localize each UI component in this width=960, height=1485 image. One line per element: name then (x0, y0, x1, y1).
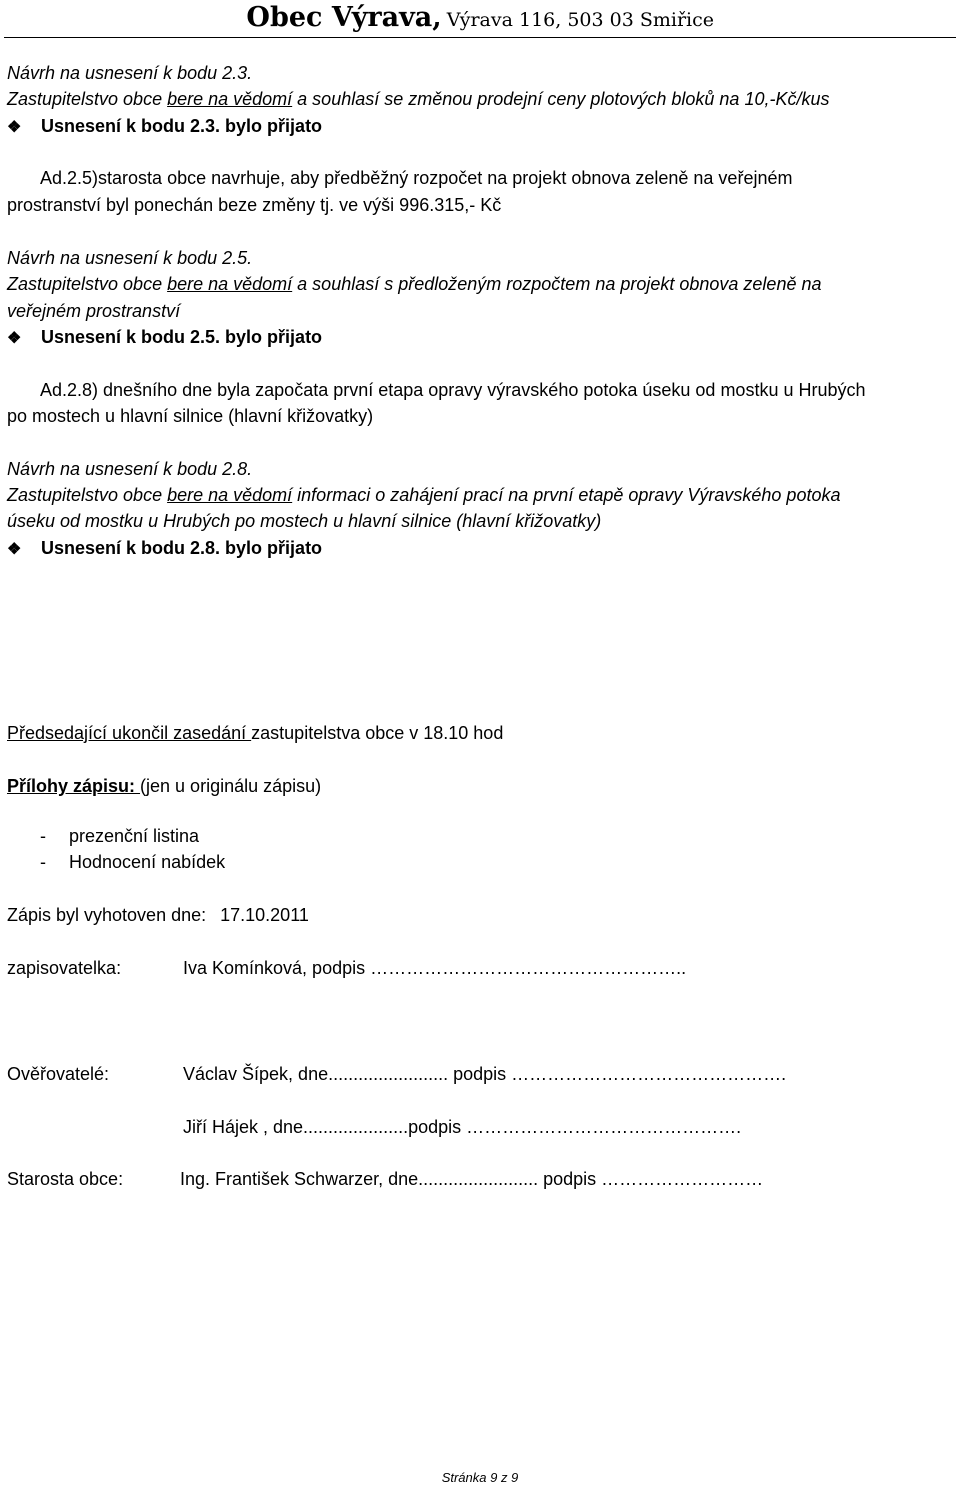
municipality-name: Obec Výrava, (246, 2, 442, 33)
usneseni-2-3 (7, 115, 322, 139)
overovatele-label: Ověřovatelé: (7, 1064, 110, 1084)
navrh-2-5: Návrh na usnesení k bodu 2.5. (7, 248, 253, 268)
zapisovatelka-label: zapisovatelka: (7, 958, 122, 978)
usneseni-2-8 (7, 537, 322, 561)
attachment-item: - prezenční listina (40, 826, 200, 846)
usneseni-2-3-text: Usnesení k bodu 2.3. bylo přijato (41, 116, 323, 136)
diamond-bullet-icon: ❖ (7, 119, 22, 136)
drafted-value: 17.10.2011 (220, 905, 309, 925)
resolution-2-3-a: Zastupitelstvo obce (7, 89, 168, 109)
attachment-item-text: prezenční listina (69, 826, 200, 846)
usneseni-2-5 (7, 326, 322, 350)
zapisovatelka-value: Iva Komínková, podpis …………………………………………….. (183, 958, 687, 978)
resolution-2-8-cont: úseku od mostku u Hrubých po mostech u hlavní silnice (hlavní křižovatky) (7, 511, 602, 531)
meeting-closed-u: Předsedající ukončil zasedání (7, 723, 252, 743)
overovatel-2: Jiří Hájek , dne.....................podpis ………………………………………. (183, 1117, 742, 1137)
resolution-2-3 (7, 88, 829, 110)
starosta-label: Starosta obce: (7, 1169, 124, 1189)
resolution-2-8 (7, 484, 840, 506)
header-title (246, 2, 714, 33)
attachment-item: - Hodnocení nabídek (40, 852, 226, 872)
drafted-label: Zápis byl vyhotoven dne: (7, 905, 207, 925)
attachment-item-text: Hodnocení nabídek (69, 852, 226, 872)
attachments-heading-rest: (jen u originálu zápisu) (140, 776, 322, 796)
page-number: Stránka 9 z 9 (441, 1470, 519, 1485)
starosta-value: Ing. František Schwarzer, dne........................ podpis ……………………… (180, 1169, 764, 1189)
resolution-2-8-b: informaci o zahájení prací na první etapě opravy Výravského potoka (292, 485, 841, 505)
ad-2-8-line1: Ad.2.8) dnešního dne byla započata první etapa opravy výravského potoka úseku od mostku u Hrubých (40, 380, 866, 400)
resolution-2-5-u: bere na vědomí (167, 274, 293, 294)
meeting-closed (7, 722, 503, 744)
resolution-2-5-a: Zastupitelstvo obce (7, 274, 168, 294)
resolution-2-8-u: bere na vědomí (167, 485, 293, 505)
usneseni-2-8-text: Usnesení k bodu 2.8. bylo přijato (41, 538, 323, 558)
resolution-2-3-u: bere na vědomí (167, 89, 293, 109)
page-header (0, 0, 960, 38)
resolution-2-8-a: Zastupitelstvo obce (7, 485, 168, 505)
overovatel-1: Václav Šípek, dne........................ podpis ………………………………………. (183, 1064, 787, 1084)
ad-2-5-line1: Ad.2.5)starosta obce navrhuje, aby předběžný rozpočet na projekt obnova zeleně na veřejném (40, 168, 793, 188)
usneseni-2-5-text: Usnesení k bodu 2.5. bylo přijato (41, 327, 323, 347)
resolution-2-5-cont: veřejném prostranství (7, 301, 181, 321)
municipality-address: Výrava 116, 503 03 Smiřice (446, 9, 714, 31)
navrh-2-8: Návrh na usnesení k bodu 2.8. (7, 459, 253, 479)
resolution-2-5-b: a souhlasí s předloženým rozpočtem na projekt obnova zeleně na (292, 274, 822, 294)
ad-2-5-line2: prostranství byl ponechán beze změny tj. ve výši 996.315,- Kč (7, 195, 502, 215)
ad-2-8-line2: po mostech u hlavní silnice (hlavní křižovatky) (7, 406, 374, 426)
meeting-closed-rest: zastupitelstva obce v 18.10 hod (251, 723, 504, 743)
resolution-2-3-b: a souhlasí se změnou prodejní ceny plotových bloků na 10,-Kč/kus (292, 89, 830, 109)
navrh-2-3: Návrh na usnesení k bodu 2.3. (7, 63, 253, 83)
drafted-date (7, 904, 309, 926)
attachments-heading-u: Přílohy zápisu: (7, 776, 141, 796)
header-rule (4, 37, 956, 38)
attachments-heading (7, 775, 321, 797)
diamond-bullet-icon: ❖ (7, 541, 22, 558)
diamond-bullet-icon: ❖ (7, 330, 22, 347)
resolution-2-5 (7, 273, 821, 295)
